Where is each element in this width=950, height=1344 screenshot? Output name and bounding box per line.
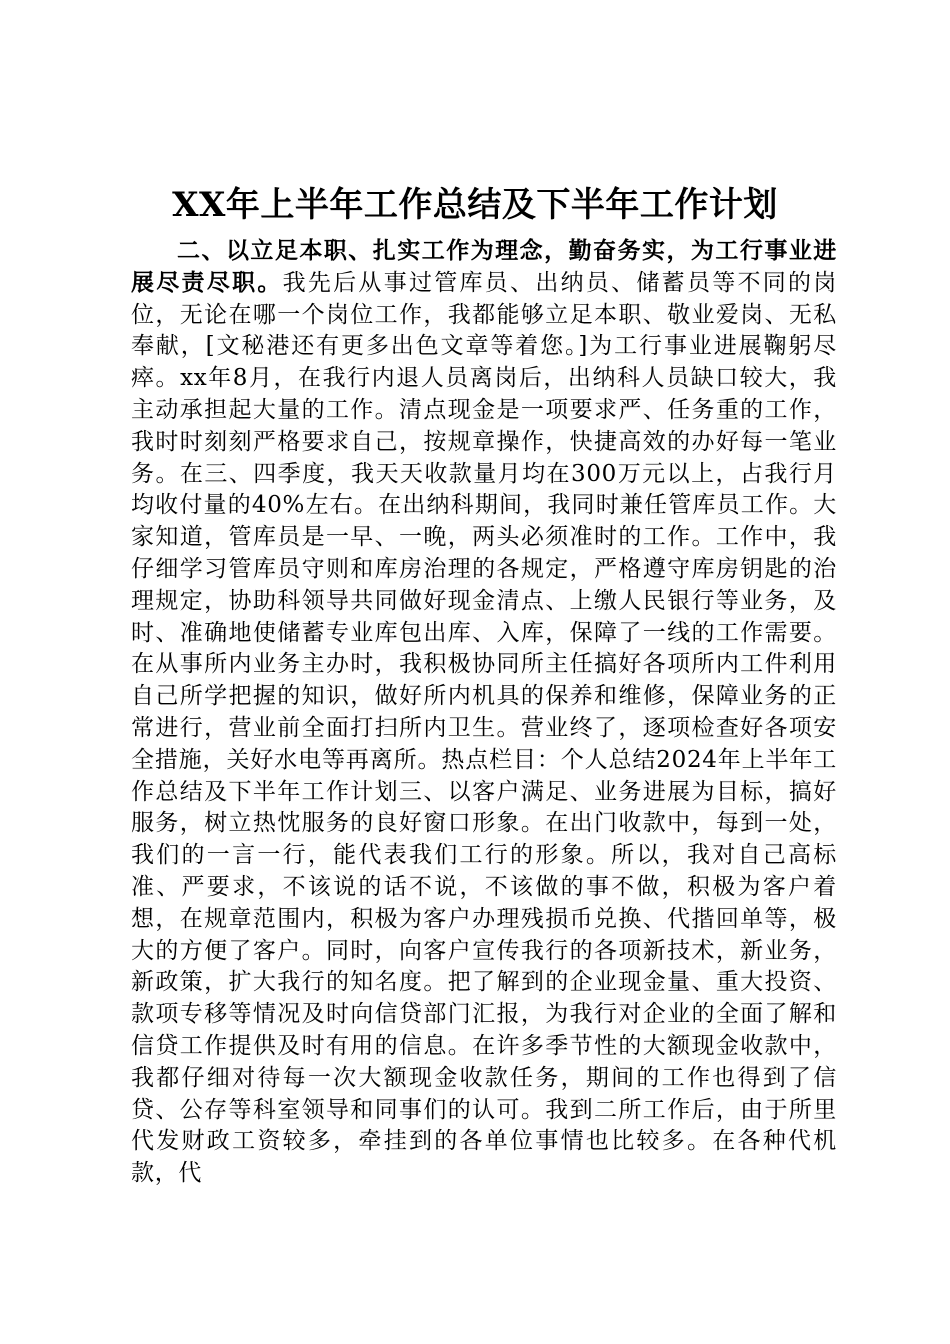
body-paragraph — [131, 236, 837, 1190]
paragraph-text: 我先后从事过管库员、出纳员、储蓄员等不同的岗位，无论在哪一个岗位工作，我都能够立足本职、敬业爱岗、无私奉献，[文秘港还有更多出色文章等着您。]为工行事业进展鞠躬尽瘁。xx年8月，在我行内退人员离岗后，出纳科人员缺口较大，我主动承担起大量的工作。清点现金是一项要求严、任务重的工作，我时时刻刻严格要求自己，按规章操作，快捷高效的办好每一笔业务。在三、四季度，我天天收款量月均在300万元以上，占我行月均收付量的40%左右。在出纳科期间，我同时兼任管库员工作。大家知道，管库员是一早、一晚，两头必须准时的工作。工作中，我仔细学习管库员守则和库房治理的各规定，严格遵守库房钥匙的治理规定，协助科领导共同做好现金清点、上缴人民银行等业务，及时、准确地使储蓄专业库包出库、入库，保障了一线的工作需要。在从事所内业务主办时，我积极协同所主任搞好各项所内工件利用自己所学把握的知识，做好所内机具的保养和维修，保障业务的正常进行，营业前全面打扫所内卫生。营业终了，逐项检查好各项安全措施，关好水电等再离所。热点栏目：个人总结2024年上半年工作总结及下半年工作计划三、以客户满足、业务进展为目标，搞好服务，树立热忱服务的良好窗口形象。在出门收款中，每到一处，我们的一言一行，能代表我们工行的形象。所以，我对自己高标准、严要求，不该说的话不说，不该做的事不做，积极为客户着想，在规章范围内，积极为客户办理残损币兑换、代揩回单等，极大的方便了客户。同时，向客户宣传我行的各项新技术，新业务，新政策，扩大我行的知名度。把了解到的企业现金量、重大投资、款项专移等情况及时向信贷部门汇报，为我行对企业的全面了解和信贷工作提供及时有用的信息。在许多季节性的大额现金收款中，我都仔细对待每一次大额现金收款任务，期间的工作也得到了信贷、公存等科室领导和同事们的认可。我到二所工作后，由于所里代发财政工资较多，牵挂到的各单位事情也比较多。在各种代机款，代 — [131, 269, 837, 1187]
document-title: XX年上半年工作总结及下半年工作计划 — [172, 185, 778, 225]
section-heading: 二、以立足本职、扎实工作为理念，勤奋务实，为工行事业进展尽责尽职。 — [131, 238, 837, 296]
